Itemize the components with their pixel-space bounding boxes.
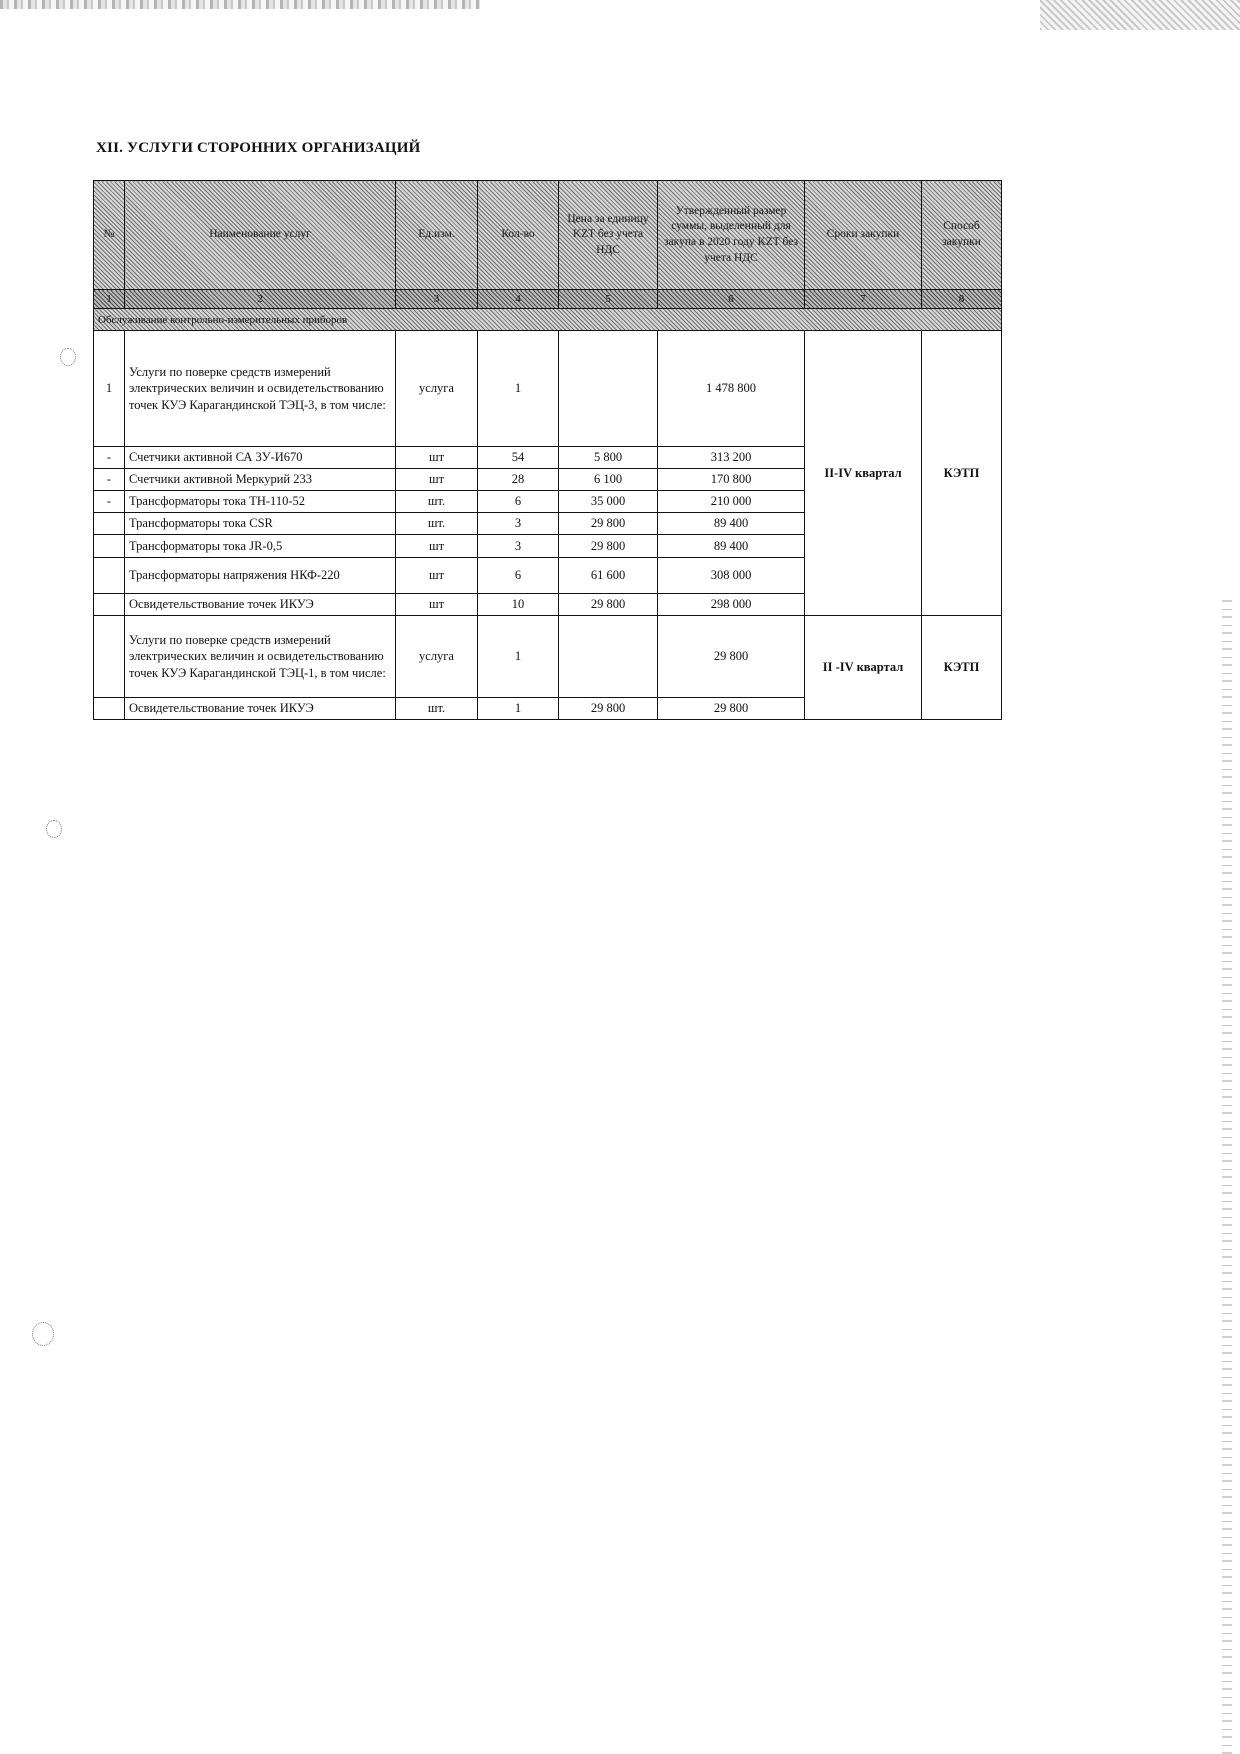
row-number: - [94,491,125,513]
row-quantity: 3 [478,535,559,558]
header-quantity: Кол-во [478,181,559,290]
header-unit: Ед.изм. [396,181,478,290]
row-quantity: 1 [478,698,559,720]
row-service-name: Трансформаторы тока ТН-110-52 [125,491,396,513]
row-quantity: 6 [478,491,559,513]
header-col-number: 6 [658,290,805,309]
row-number: - [94,469,125,491]
row-service-name: Освидетельствование точек ИКУЭ [125,594,396,616]
row-unit-price: 29 800 [559,594,658,616]
header-procurement-period: Сроки закупки [805,181,922,290]
header-approved-amount: Утвержденный размер суммы, выделенный для закупа в 2020 году KZT без учета НДС [658,181,805,290]
row-quantity: 10 [478,594,559,616]
block1-procurement-period: II-IV квартал [805,331,922,616]
row-unit-price: 61 600 [559,558,658,594]
row-total: 170 800 [658,469,805,491]
table-row [94,616,1002,698]
header-col-number: 3 [396,290,478,309]
row-total: 313 200 [658,447,805,469]
row-service-name: Услуги по поверке средств измерений электрических величин и освидетельствованию точек КУЭ Карагандинской ТЭЦ-1, в том числе: [125,616,396,698]
row-total: 29 800 [658,616,805,698]
row-number [94,558,125,594]
row-unit-price [559,616,658,698]
header-col-number: 1 [94,290,125,309]
row-total: 89 400 [658,535,805,558]
row-unit: шт [396,447,478,469]
row-service-name: Трансформаторы тока JR-0,5 [125,535,396,558]
header-unit-price: Цена за единицу KZT без учета НДС [559,181,658,290]
row-total: 298 000 [658,594,805,616]
row-number [94,594,125,616]
scan-artifact-right-edge [1222,600,1232,1754]
row-unit-price: 35 000 [559,491,658,513]
header-col-number: 8 [922,290,1002,309]
row-number [94,698,125,720]
row-quantity: 1 [478,616,559,698]
header-col-number: 7 [805,290,922,309]
row-service-name: Трансформаторы напряжения НКФ-220 [125,558,396,594]
row-unit: шт [396,469,478,491]
row-unit-price [559,331,658,447]
row-unit-price: 6 100 [559,469,658,491]
header-col-number: 5 [559,290,658,309]
row-number: 1 [94,331,125,447]
row-number [94,513,125,535]
row-quantity: 54 [478,447,559,469]
row-unit: услуга [396,331,478,447]
row-number [94,616,125,698]
row-quantity: 1 [478,331,559,447]
row-quantity: 3 [478,513,559,535]
row-unit: шт [396,535,478,558]
row-total: 89 400 [658,513,805,535]
block2-procurement-period: II -IV квартал [805,616,922,720]
scan-artifact-top-right [1040,0,1240,30]
header-number: № [94,181,125,290]
row-unit-price: 29 800 [559,535,658,558]
row-unit: шт. [396,513,478,535]
row-quantity: 28 [478,469,559,491]
header-service-name: Наименование услуг [125,181,396,290]
row-total: 308 000 [658,558,805,594]
row-unit-price: 29 800 [559,698,658,720]
row-unit-price: 29 800 [559,513,658,535]
punch-hole-mark [46,820,62,838]
row-service-name: Трансформаторы тока CSR [125,513,396,535]
row-number [94,535,125,558]
row-unit: шт. [396,491,478,513]
row-service-name: Услуги по поверке средств измерений электрических величин и освидетельствованию точек КУЭ Карагандинской ТЭЦ-3, в том числе: [125,331,396,447]
header-procurement-method: Способ закупки [922,181,1002,290]
punch-hole-mark [60,348,76,366]
header-col-number: 4 [478,290,559,309]
row-total: 1 478 800 [658,331,805,447]
row-unit: шт. [396,698,478,720]
block1-procurement-method: КЭТП [922,331,1002,616]
scan-artifact-top-left [0,0,480,9]
row-unit: шт [396,594,478,616]
row-number: - [94,447,125,469]
block2-procurement-method: КЭТП [922,616,1002,720]
row-service-name: Счетчики активной СА 3У-И670 [125,447,396,469]
header-col-number: 2 [125,290,396,309]
table-row [94,331,1002,447]
services-table [93,180,1002,720]
row-quantity: 6 [478,558,559,594]
row-unit-price: 5 800 [559,447,658,469]
section-title: XII. УСЛУГИ СТОРОННИХ ОРГАНИЗАЦИЙ [96,140,421,156]
row-service-name: Освидетельствование точек ИКУЭ [125,698,396,720]
row-unit: шт [396,558,478,594]
row-service-name: Счетчики активной Меркурий 233 [125,469,396,491]
punch-hole-mark [32,1322,54,1346]
row-total: 29 800 [658,698,805,720]
group-label: Обслуживание контрольно-измерительных приборов [94,309,1002,331]
row-unit: услуга [396,616,478,698]
row-total: 210 000 [658,491,805,513]
